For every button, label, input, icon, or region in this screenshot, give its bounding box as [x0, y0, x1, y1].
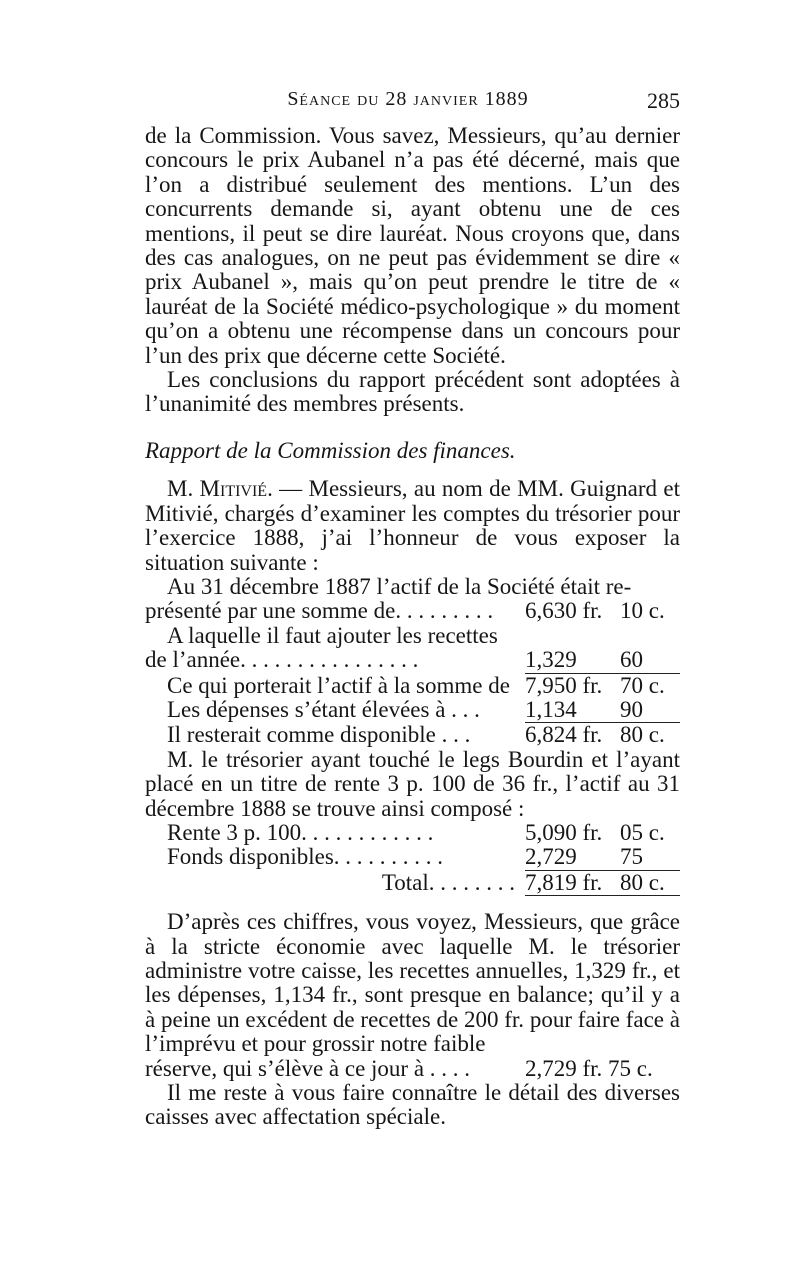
- account-francs: 2,729: [525, 844, 577, 870]
- body-text: [145, 124, 680, 1130]
- account-centimes: 80 c.: [620, 722, 665, 748]
- account-row: [145, 648, 680, 672]
- account-francs: 7,819 fr.: [525, 869, 603, 895]
- section-heading: Rapport de la Commission des finances.: [145, 437, 516, 463]
- accounts-1888: [145, 821, 680, 896]
- paragraph-chiffres: D’après ces chiffres, vous voyez, Messieurs, que grâce à la stricte économie avec laquelle M. le trésorier administre votre caisse, les recettes annuelles, 1,329 fr., et les dépenses, 1,134 fr., sont presque en balance; qu’il y a à peine un excédent de recettes de 200 fr. pour faire face à l’imprévu et pour grossir notre faible: [145, 909, 680, 1057]
- paragraph-speaker: [145, 477, 680, 575]
- reserve-label: réserve, qui s’élève à ce jour à . . . .: [145, 1056, 471, 1081]
- account-label: de l’année. . . . . . . . . . . . . . . .: [145, 648, 419, 673]
- account-label: Rente 3 p. 100. . . . . . . . . . . .: [167, 820, 434, 845]
- reserve-row: [145, 1057, 680, 1081]
- account-label: A laquelle il faut ajouter les recettes: [167, 623, 498, 648]
- paragraph-tresorier: M. le trésorier ayant touché le legs Bourdin et l’ayant placé en un titre de rente 3 p. 100 de 36 fr., l’actif au 31 décembre 1888 se trouve ainsi composé :: [145, 746, 680, 821]
- account-francs: 6,824 fr.: [525, 722, 603, 748]
- account-francs: 5,090 fr.: [525, 819, 603, 845]
- speaker-name: M. Mitivié.: [167, 476, 273, 502]
- account-francs: 7,950 fr.: [525, 672, 603, 698]
- sum-rule: [525, 895, 680, 896]
- account-centimes: 75: [620, 844, 643, 870]
- account-row: [145, 845, 680, 869]
- session-day: 28: [385, 88, 408, 110]
- account-row: [145, 674, 680, 698]
- account-label: Il resterait comme disponible . . .: [167, 723, 471, 748]
- paragraph-actif-1887: Au 31 décembre 1887 l’actif de la Société était re-: [167, 573, 632, 599]
- speaker-text: — Messieurs, au nom de MM. Guignard et Mitivié, chargés d’examiner les comptes du trésorier pour l’exercice 1888, j’ai l’honneur de vous exposer la situation suivante :: [145, 476, 680, 575]
- account-francs: 1,134: [525, 696, 577, 722]
- account-row: [145, 599, 680, 623]
- paragraph-caisses: Il me reste à vous faire connaître le détail des diverses caisses avec affectation spéciale.: [145, 1080, 680, 1130]
- account-centimes: 10 c.: [620, 598, 665, 624]
- session-year: 1889: [484, 88, 529, 110]
- account-label: présenté par une somme de. . . . . . . . .: [145, 599, 494, 624]
- account-total-row: [145, 871, 680, 895]
- paragraph-commission: de la Commission. Vous savez, Messieurs, qu’au dernier concours le prix Aubanel n’a pas été décerné, mais que l’on a distribué seulement des mentions. L’un des concurrents demande si, ayant obtenu une de ces mentions, il peut se dire lauréat. Nous croyons que, dans des cas analogues, on ne peut pas évidemment se dire « prix Aubanel », mais qu’on peut prendre le titre de « lauréat de la Société médico-psychologique » du moment qu’on a obtenu une récompense dans un concours pour l’un des prix que décerne cette Société.: [145, 123, 680, 368]
- account-label: Les dépenses s’étant élevées à . . .: [167, 697, 480, 722]
- account-row: [145, 698, 680, 722]
- account-centimes: 80 c.: [620, 869, 665, 895]
- account-centimes: 05 c.: [620, 819, 665, 845]
- account-row: [145, 821, 680, 845]
- total-label: Total. . . . . . . .: [381, 870, 515, 895]
- account-centimes: 90: [620, 696, 643, 722]
- account-row: [145, 723, 680, 747]
- page-number: 285: [647, 88, 680, 113]
- running-head-title: [136, 88, 680, 111]
- account-centimes: 60: [620, 647, 643, 673]
- session-label: Séance du: [287, 88, 380, 110]
- account-label: Fonds disponibles. . . . . . . . . .: [167, 845, 444, 870]
- running-head: [136, 88, 680, 118]
- session-month: janvier: [413, 88, 479, 110]
- account-francs: 1,329: [525, 647, 577, 673]
- account-row: [145, 624, 680, 648]
- accounts-1887: [145, 599, 680, 747]
- account-centimes: 70 c.: [620, 672, 665, 698]
- reserve-amount: 2,729 fr. 75 c.: [525, 1055, 653, 1081]
- paragraph-conclusions: Les conclusions du rapport précédent sont adoptées à l’unanimité des membres présents.: [145, 367, 680, 417]
- account-label: Ce qui porterait l’actif à la somme de: [167, 673, 510, 698]
- account-francs: 6,630 fr.: [525, 598, 603, 624]
